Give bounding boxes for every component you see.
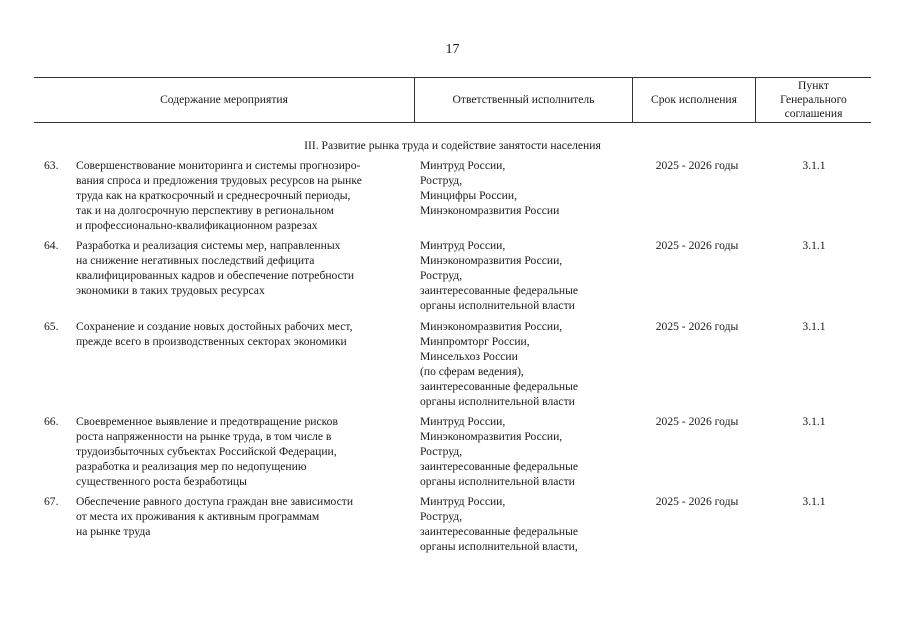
- executor-line: Минэкономразвития России,: [420, 320, 563, 333]
- content-line: от места их проживания к активным программам: [76, 510, 320, 523]
- content-line: Обеспечение равного доступа граждан вне зависимости: [76, 495, 354, 508]
- executor-line: Роструд,: [420, 445, 463, 458]
- content-line: трудоизбыточных субъектах Российской Федерации,: [76, 445, 337, 458]
- row-point: 3.1.1: [802, 415, 826, 428]
- content-line: труда как на краткосрочный и среднесрочный периоды,: [76, 189, 351, 202]
- row-term: 2025 - 2026 годы: [655, 239, 739, 252]
- content-line: Разработка и реализация системы мер, направленных: [76, 239, 341, 252]
- content-line: и профессионально-квалификационном разрезах: [76, 219, 318, 232]
- executor-line: Минэкономразвития России,: [420, 430, 563, 443]
- executor-line: Минтруд России,: [420, 239, 506, 252]
- row-executors: [420, 319, 630, 409]
- content-line: квалифицированных кадров и обеспечение потребности: [76, 269, 355, 282]
- row-number: 64.: [44, 239, 59, 252]
- row-content: [76, 158, 416, 233]
- row-number: 65.: [44, 320, 59, 333]
- row-term: 2025 - 2026 годы: [655, 320, 739, 333]
- header-executor: Ответственный исполнитель: [452, 93, 595, 106]
- executor-line: Минэкономразвития России: [420, 204, 560, 217]
- executor-line: Минэкономразвития России,: [420, 254, 563, 267]
- row-term: 2025 - 2026 годы: [655, 415, 739, 428]
- executor-line: заинтересованные федеральные: [420, 525, 579, 538]
- executor-line: Минпромторг России,: [420, 335, 530, 348]
- executor-line: Минсельхоз России: [420, 350, 518, 363]
- executor-line: Минтруд России,: [420, 415, 506, 428]
- executor-line: Минтруд России,: [420, 495, 506, 508]
- content-line: Сохранение и создание новых достойных рабочих мест,: [76, 320, 353, 333]
- row-term: 2025 - 2026 годы: [655, 495, 739, 508]
- content-line: существенного роста безработицы: [76, 475, 247, 488]
- header-bottom-rule: [34, 122, 871, 123]
- row-point: 3.1.1: [802, 495, 826, 508]
- row-term: 2025 - 2026 годы: [655, 159, 739, 172]
- executor-line: (по сферам ведения),: [420, 365, 524, 378]
- executor-line: органы исполнительной власти,: [420, 540, 578, 553]
- executor-line: Минтруд России,: [420, 159, 506, 172]
- header-point-line: Пункт: [798, 79, 829, 92]
- executor-line: Минцифры России,: [420, 189, 517, 202]
- content-line: разработка и реализация мер по недопущению: [76, 460, 307, 473]
- page-number: 17: [445, 42, 460, 57]
- header-point-line: соглашения: [784, 107, 843, 120]
- executor-line: заинтересованные федеральные: [420, 284, 579, 297]
- row-number: 63.: [44, 159, 59, 172]
- content-line: прежде всего в производственных секторах экономики: [76, 335, 347, 348]
- row-content: [76, 319, 416, 349]
- row-content: [76, 238, 416, 298]
- executor-line: заинтересованные федеральные: [420, 380, 579, 393]
- row-point: 3.1.1: [802, 320, 826, 333]
- content-line: Совершенствование мониторинга и системы прогнозиро-: [76, 159, 361, 172]
- header-point-line: Генерального: [780, 93, 847, 106]
- content-line: роста напряженности на рынке труда, в том числе в: [76, 430, 332, 443]
- row-executors: [420, 414, 630, 489]
- content-line: так и на долгосрочную перспективу в региональном: [76, 204, 334, 217]
- content-line: на снижение негативных последствий дефицита: [76, 254, 315, 267]
- row-content: [76, 414, 416, 489]
- executor-line: Роструд,: [420, 269, 463, 282]
- row-content: [76, 494, 416, 539]
- row-executors: [420, 158, 630, 218]
- content-line: экономики в таких трудовых ресурсах: [76, 284, 265, 297]
- row-executors: [420, 238, 630, 313]
- executor-line: заинтересованные федеральные: [420, 460, 579, 473]
- content-line: Своевременное выявление и предотвращение рисков: [76, 415, 338, 428]
- content-line: на рынке труда: [76, 525, 151, 538]
- executor-line: органы исполнительной власти: [420, 475, 575, 488]
- header-point: [756, 78, 871, 122]
- row-number: 66.: [44, 415, 59, 428]
- content-line: вания спроса и предложения трудовых ресурсов на рынке: [76, 174, 362, 187]
- header-term: Срок исполнения: [651, 93, 737, 106]
- row-point: 3.1.1: [802, 159, 826, 172]
- row-point: 3.1.1: [802, 239, 826, 252]
- header-content: Содержание мероприятия: [160, 93, 288, 106]
- section-title: III. Развитие рынка труда и содействие занятости населения: [304, 139, 601, 152]
- row-executors: [420, 494, 630, 554]
- executor-line: органы исполнительной власти: [420, 299, 575, 312]
- row-number: 67.: [44, 495, 59, 508]
- executor-line: Роструд,: [420, 174, 463, 187]
- executor-line: Роструд,: [420, 510, 463, 523]
- executor-line: органы исполнительной власти: [420, 395, 575, 408]
